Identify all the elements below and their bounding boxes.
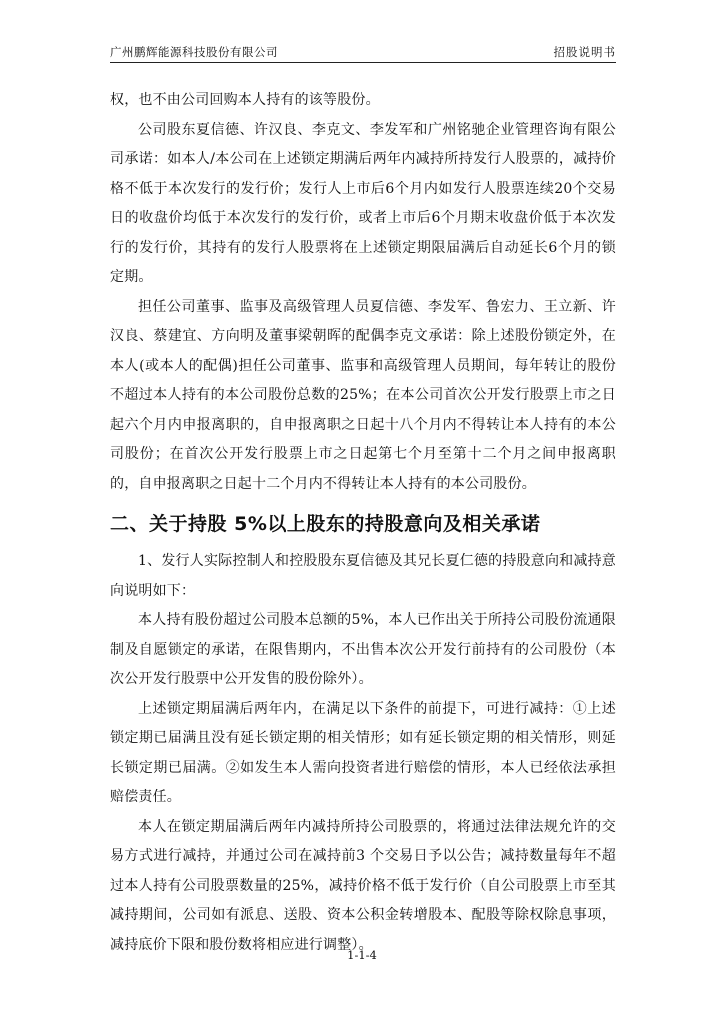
paragraph-reduction-method: 本人在锁定期届满后两年内减持所持公司股票的，将通过法律法规允许的交易方式进行减持，并通过公司在减持前3 个交易日予以公告；减持数量每年不超过本人持有公司股票数量的25%，减持价格不低于发行价（自公司股票上市至其减持期间，公司如有派息、送股、资本公积金转增股本、配股等除权除息事项，减持底价下限和股份数将相应进行调整）。 bbox=[110, 818, 616, 953]
paragraph-continuation: 权，也不由公司回购本人持有的该等股份。 bbox=[110, 92, 380, 108]
page-body bbox=[110, 86, 616, 960]
section-heading: 二、关于持股 5%以上股东的持股意向及相关承诺 bbox=[110, 513, 541, 535]
page-number: 1-1-4 bbox=[347, 948, 377, 962]
paragraph-lockup-statement: 本人持有股份超过公司股本总额的5%，本人已作出关于所持公司股份流通限制及自愿锁定的承诺，在限售期内，不出售本次公开发行前持有的公司股份（本次公开发行股票中公开发售的股份除外）。 bbox=[110, 612, 616, 687]
paragraph-reduction-conditions: 上述锁定期届满后两年内，在满足以下条件的前提下，可进行减持：①上述锁定期已届满且没有延长锁定期的相关情形；如有延长锁定期的相关情形，则延长锁定期已届满。②如发生本人需向投资者进行赔偿的情形，本人已经依法承担赔偿责任。 bbox=[110, 700, 616, 805]
paragraph-shareholder-commitment: 公司股东夏信德、许汉良、李克文、李发军和广州铭驰企业管理咨询有限公司承诺：如本人/本公司在上述锁定期满后两年内减持所持发行人股票的，减持价格不低于本次发行的发行价；发行人上市后6个月内如发行人股票连续20个交易日的收盘价均低于本次发行的发行价，或者上市后6个月期末收盘价低于本次发行的发行价，其持有的发行人股票将在上述锁定期限届满后自动延长6个月的锁定期。 bbox=[110, 121, 616, 285]
paragraph-director-commitment: 担任公司董事、监事及高级管理人员夏信德、李发军、鲁宏力、王立新、许汉良、蔡建宜、方向明及董事梁朝晖的配偶李克文承诺：除上述股份锁定外，在本人(或本人的配偶)担任公司董事、监事和高级管理人员期间，每年转让的股份不超过本人持有的本公司股份总数的25%；在本公司首次公开发行股票上市之日起六个月内申报离职的，自申报离职之日起十八个月内不得转让本人持有的本公司股份；在首次公开发行股票上市之日起第七个月至第十二个月之间申报离职的，自申报离职之日起十二个月内不得转让本人持有的本公司股份。 bbox=[110, 298, 616, 492]
page-header bbox=[110, 40, 616, 63]
document-type: 招股说明书 bbox=[553, 45, 616, 59]
paragraph-intent-intro: 1、发行人实际控制人和控股股东夏信德及其兄长夏仁德的持股意向和减持意向说明如下： bbox=[110, 553, 616, 599]
company-name: 广州鹏辉能源科技股份有限公司 bbox=[110, 45, 278, 59]
